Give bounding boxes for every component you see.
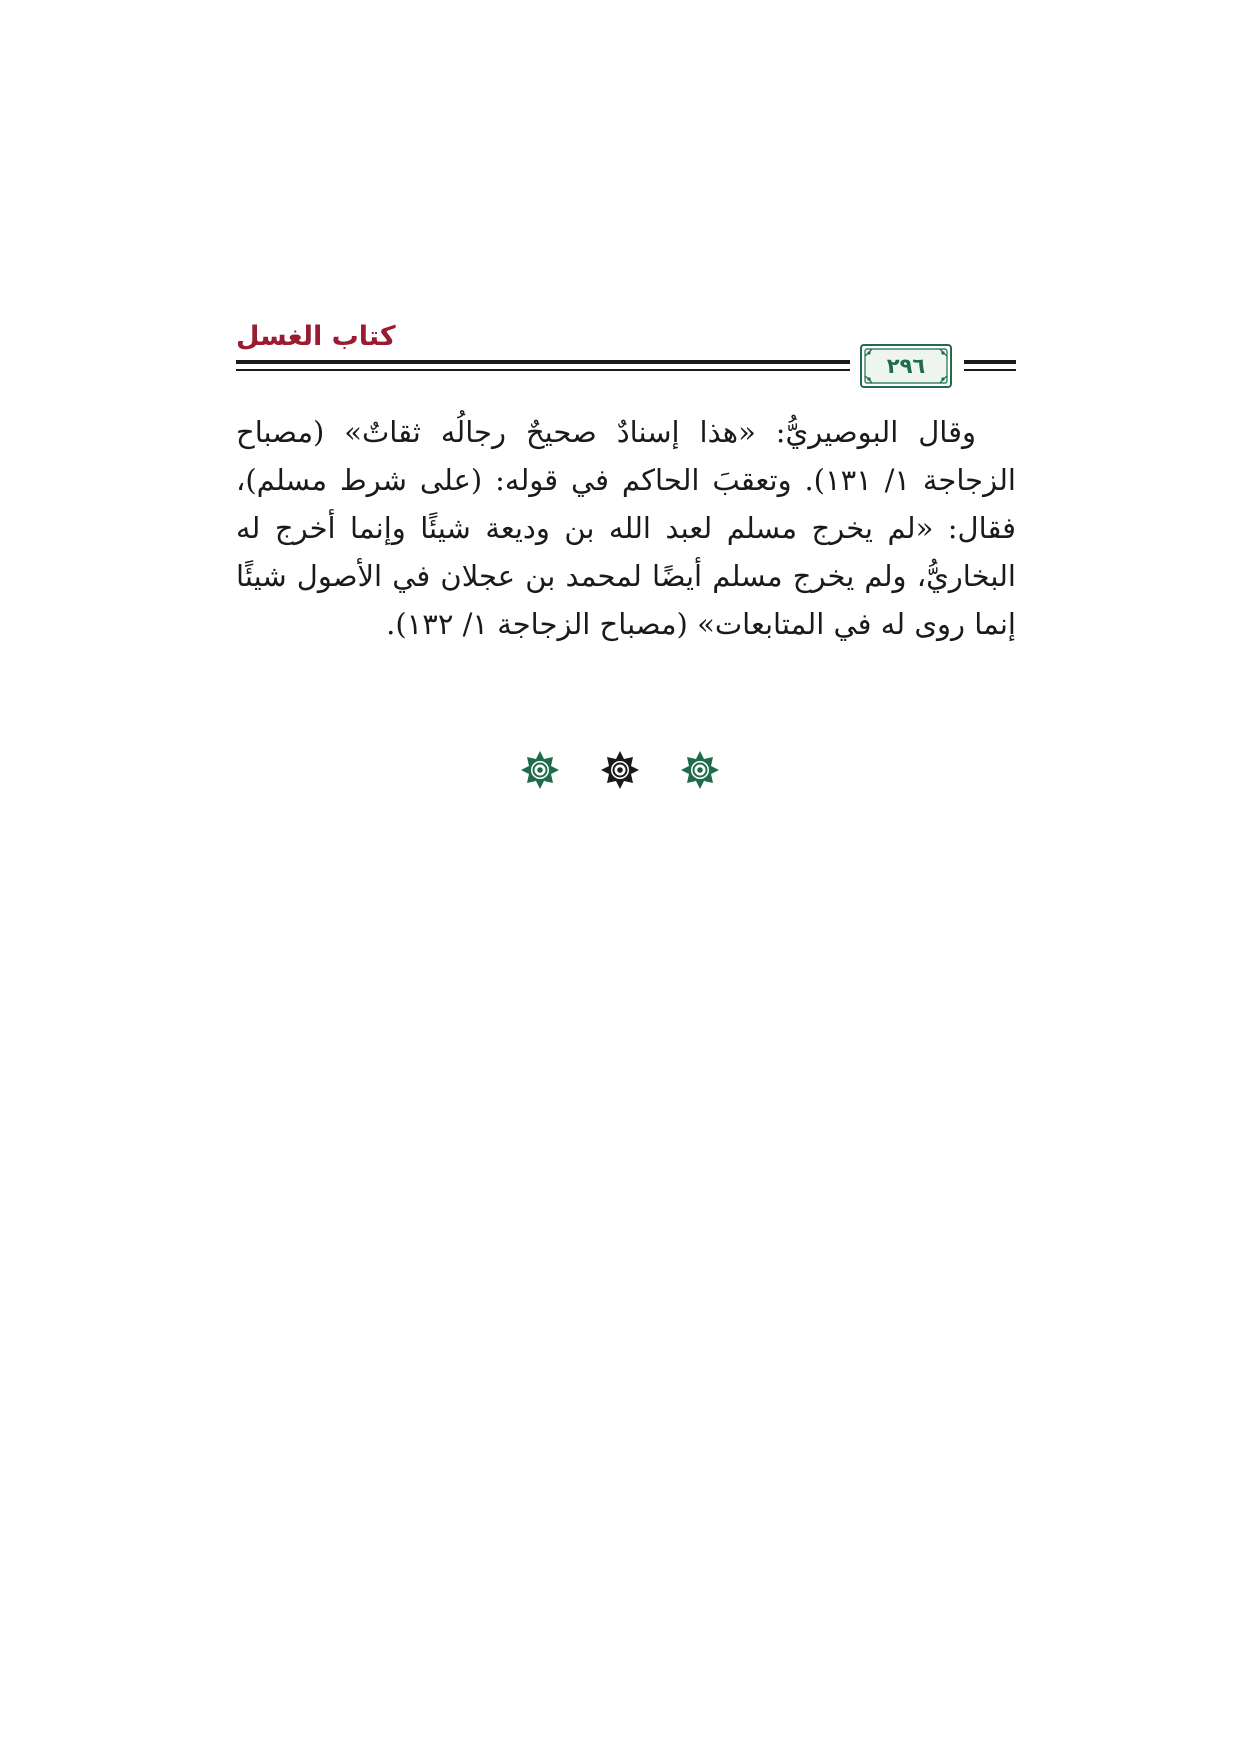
flower-ornament-icon — [600, 750, 640, 790]
body-paragraph: وقال البوصيريُّ: «هذا إسنادٌ صحيحٌ رجالُه ثقاتٌ» (مصباح الزجاجة ١/ ١٣١). وتعقبَ الحاكم في قوله: (على شرط مسلم)، فقال: «لم يخرج مسلم لعبد الله بن وديعة شيئًا وإنما أخرج له البخاريُّ، ولم يخرج مسلم أيضًا لمحمد بن عجلان في الأصول شيئًا إنما روى له في المتابعات» (مصباح الزجاجة ١/ ١٣٢). — [236, 415, 1016, 641]
flower-ornament-icon — [680, 750, 720, 790]
header-rule-thick — [236, 360, 850, 364]
page-number-frame — [860, 344, 952, 388]
header-rule-thin — [236, 369, 850, 371]
running-title: كتاب الغسل — [236, 321, 396, 352]
page-header — [236, 316, 1016, 392]
header-rule-right-thin — [964, 369, 1016, 371]
main-text — [236, 408, 1016, 648]
section-end-ornaments — [520, 748, 720, 792]
page-number: ٢٩٦ — [886, 354, 926, 378]
flower-ornament-icon — [520, 750, 560, 790]
header-rule-right-thick — [964, 360, 1016, 364]
